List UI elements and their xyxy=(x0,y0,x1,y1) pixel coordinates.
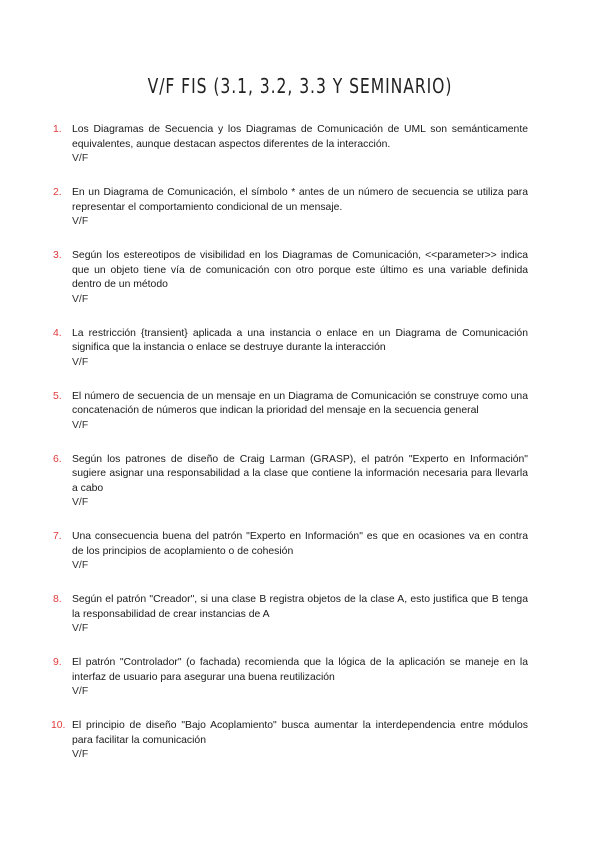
true-false-answer: V/F xyxy=(72,623,89,634)
question-text: Según los estereotipos de visibilidad en los Diagramas de Comunicación, <<parameter>> indica que un objeto tiene vía de comunicación con otro porque este último es una variable definida dentro de un método xyxy=(72,250,528,290)
question-item xyxy=(50,719,528,762)
question-text: La restricción {transient} aplicada a una instancia o enlace en un Diagrama de Comunicación significa que la instancia o enlace se destruye durante la interacción xyxy=(72,327,528,353)
question-number: 6. xyxy=(53,453,62,465)
true-false-answer: V/F xyxy=(72,293,89,305)
question-number: 9. xyxy=(53,657,62,668)
question-text: En un Diagrama de Comunicación, el símbolo * antes de un número de secuencia se utiliza para representar el comportamiento condicional de un mensaje. xyxy=(72,187,528,213)
question-number: 10. xyxy=(51,720,66,731)
true-false-answer: V/F xyxy=(72,419,89,431)
question-number: 5. xyxy=(53,390,62,402)
true-false-answer: V/F xyxy=(72,497,89,508)
question-text: Los Diagramas de Secuencia y los Diagramas de Comunicación de UML son semánticamente equivalentes, aunque destacan aspectos diferentes de la interacción. xyxy=(72,124,528,150)
question-item xyxy=(50,186,528,229)
true-false-answer: V/F xyxy=(72,356,89,368)
true-false-answer: V/F xyxy=(72,216,89,227)
question-item xyxy=(50,123,528,166)
page-title: V/F FIS (3.1, 3.2, 3.3 Y SEMINARIO) xyxy=(147,74,453,98)
question-text: Según los patrones de diseño de Craig Larman (GRASP), el patrón "Experto en Información" sugiere asignar una responsabilidad a la clase que contiene la información necesaria para llevarla a cabo xyxy=(72,453,528,494)
question-item xyxy=(50,249,528,307)
question-text: El número de secuencia de un mensaje en un Diagrama de Comunicación se construye como una concatenación de números que indican la prioridad del mensaje en la secuencia general xyxy=(72,390,528,416)
question-number: 1. xyxy=(53,124,62,135)
question-item xyxy=(50,593,528,636)
true-false-answer: V/F xyxy=(72,560,89,571)
question-number: 2. xyxy=(53,187,62,198)
question-text: Según el patrón "Creador", si una clase B registra objetos de la clase A, esto justifica que B tenga la responsabilidad de crear instancias de A xyxy=(72,594,528,620)
true-false-answer: V/F xyxy=(72,749,89,760)
question-text: El principio de diseño "Bajo Acoplamiento" busca aumentar la interdependencia entre módulos para facilitar la comunicación xyxy=(72,720,528,746)
question-item xyxy=(50,453,528,511)
question-item xyxy=(50,390,528,433)
true-false-answer: V/F xyxy=(72,686,89,697)
question-text: El patrón "Controlador" (o fachada) recomienda que la lógica de la aplicación se maneje en la interfaz de usuario para asegurar una buena reutilización xyxy=(72,657,528,683)
question-number: 8. xyxy=(53,594,62,605)
question-item xyxy=(50,656,528,699)
question-item xyxy=(50,530,528,573)
true-false-answer: V/F xyxy=(72,153,89,164)
question-item xyxy=(50,327,528,370)
question-number: 7. xyxy=(53,531,62,542)
question-text: Una consecuencia buena del patrón "Experto en Información" es que en ocasiones va en contra de los principios de acoplamiento o de cohesión xyxy=(72,531,528,557)
question-number: 4. xyxy=(53,327,62,339)
question-list xyxy=(50,123,528,782)
question-number: 3. xyxy=(53,250,62,261)
